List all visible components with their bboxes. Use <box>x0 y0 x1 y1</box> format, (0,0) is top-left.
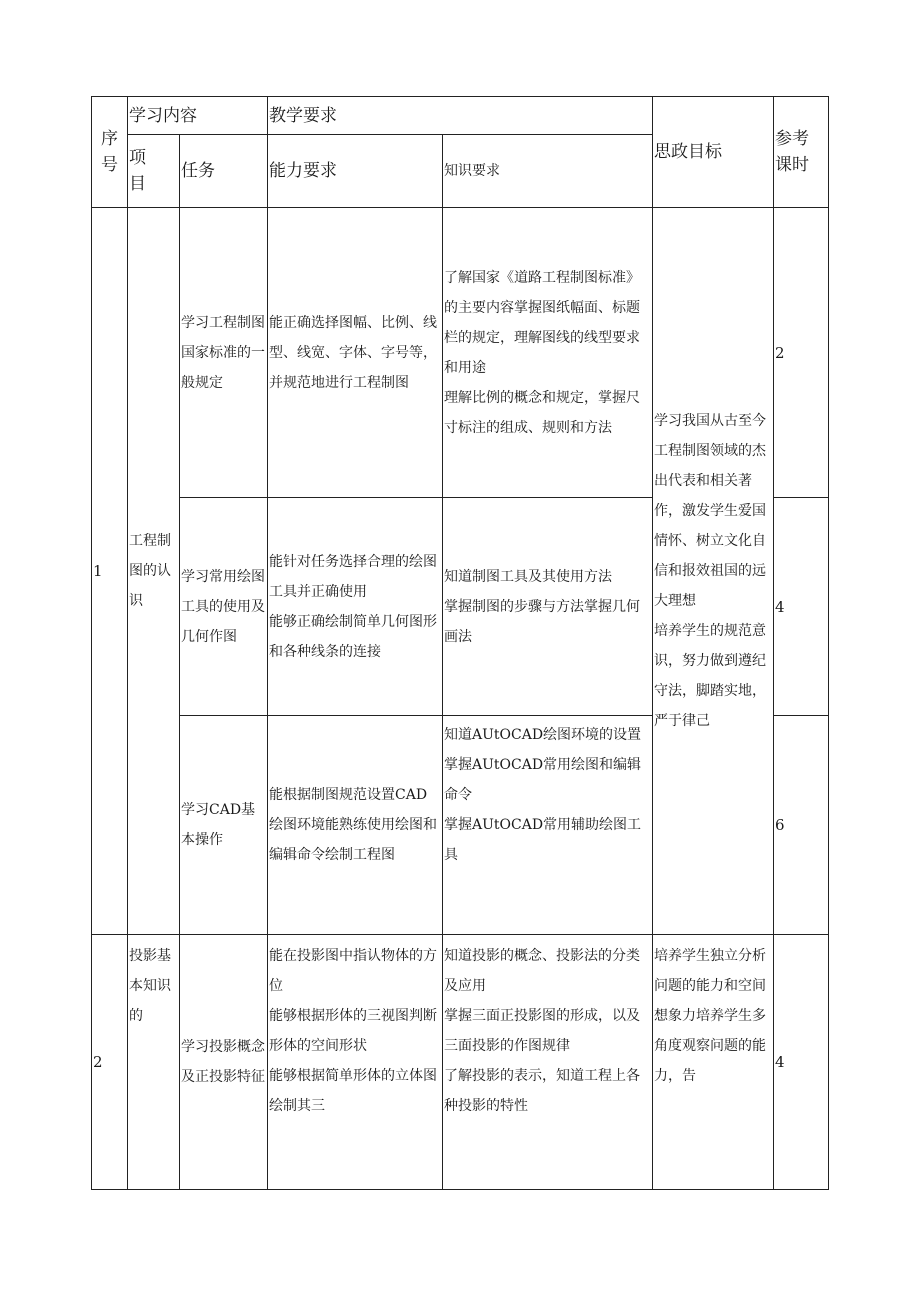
row-project-cell <box>128 935 180 1190</box>
row-seq-cell <box>92 935 128 1190</box>
knowledge-cell <box>443 716 653 935</box>
row-seq-cell <box>92 208 128 935</box>
ability-cell <box>268 208 443 498</box>
header-ability <box>268 135 443 208</box>
header-learning-content-label: 学习内容 <box>129 105 197 126</box>
ability-text: 能正确选择图幅、比例、线型、线宽、字体、字号等，并规范地进行工程制图 <box>269 314 437 391</box>
hours-value: 6 <box>775 816 785 834</box>
header-ideological-label: 思政目标 <box>654 142 722 162</box>
header-knowledge-label: 知识要求 <box>444 163 500 179</box>
header-row-1 <box>92 97 829 135</box>
header-hours <box>774 97 829 208</box>
hours-value: 2 <box>775 343 785 362</box>
ideological-text: 学习我国从古至今工程制图领域的杰出代表和相关著作，激发学生爱国情怀、树立文化自信和报效祖国的远大理想 培养学生的规范意识，努力做到遵纪守法，脚踏实地，严于律己 <box>654 413 766 729</box>
task-cell <box>180 935 268 1190</box>
hours-cell <box>774 208 829 498</box>
hours-cell <box>774 716 829 935</box>
task-text: 学习CAD基本操作 <box>181 802 256 848</box>
ability-cell <box>268 716 443 935</box>
task-text: 学习投影概念及正投影特征 <box>181 1039 265 1085</box>
ideological-cell <box>653 935 774 1190</box>
header-knowledge <box>443 135 653 208</box>
hours-value: 4 <box>775 1053 785 1071</box>
knowledge-cell <box>443 935 653 1190</box>
curriculum-table <box>91 96 829 1190</box>
header-teaching-req <box>268 97 653 135</box>
ability-text: 能根据制图规范设置CAD绘图环境能熟练使用绘图和编辑命令绘制工程图 <box>269 787 437 863</box>
knowledge-cell <box>443 498 653 716</box>
row-seq: 1 <box>93 562 103 580</box>
header-seq-label: 序号 <box>101 129 118 175</box>
knowledge-text: 知道制图工具及其使用方法 掌握制图的步骤与方法掌握几何画法 <box>444 568 640 645</box>
ability-text: 能针对任务选择合理的绘图工具并正确使用 能够正确绘制简单几何图形和各种线条的连接 <box>269 553 437 660</box>
task-cell <box>180 716 268 935</box>
header-hours-label: 参考课时 <box>775 129 809 175</box>
row-project: 工程制图的认识 <box>129 533 171 609</box>
row-seq: 2 <box>93 1053 103 1071</box>
header-teaching-req-label: 教学要求 <box>269 105 337 126</box>
ability-text: 能在投影图中指认物体的方位 能够根据形体的三视图判断形体的空间形状 能够根据简单形体的立体图绘制其三 <box>269 948 437 1114</box>
knowledge-cell <box>443 208 653 498</box>
table-row <box>92 935 829 1190</box>
table-row <box>92 208 829 498</box>
knowledge-text: 了解国家《道路工程制图标准》的主要内容掌握图纸幅面、标题栏的规定，理解图线的线型要求和用途 理解比例的概念和规定，掌握尺寸标注的组成、规则和方法 <box>444 269 640 436</box>
task-text: 学习工程制图国家标准的一般规定 <box>181 314 265 391</box>
header-learning-content <box>128 97 268 135</box>
task-text: 学习常用绘图工具的使用及几何作图 <box>181 568 265 645</box>
hours-cell <box>774 498 829 716</box>
knowledge-text: 知道投影的概念、投影法的分类及应用 掌握三面正投影图的形成，以及三面投影的作图规律 了解投影的表示，知道工程上各种投影的特性 <box>444 948 640 1114</box>
task-cell <box>180 498 268 716</box>
hours-cell <box>774 935 829 1190</box>
ideological-text: 培养学生独立分析问题的能力和空间想象力培养学生多角度观察问题的能力，告 <box>654 948 766 1084</box>
ideological-cell <box>653 208 774 935</box>
row-project-cell <box>128 208 180 935</box>
task-cell <box>180 208 268 498</box>
knowledge-clip <box>444 716 651 934</box>
knowledge-text: 知道AUtOCAD绘图环境的设置 掌握AUtOCAD常用绘图和编辑命令 掌握AUtOCAD常用辅助绘图工具 <box>444 727 642 863</box>
header-ability-label: 能力要求 <box>269 161 337 181</box>
row-project: 投影基本知识的 <box>129 948 171 1024</box>
header-project <box>128 135 180 208</box>
header-ideological <box>653 97 774 208</box>
ability-cell <box>268 935 443 1190</box>
header-task-label: 任务 <box>181 161 215 181</box>
header-project-label: 项目 <box>129 148 146 194</box>
header-seq <box>92 97 128 208</box>
hours-value: 4 <box>775 597 785 616</box>
ability-cell <box>268 498 443 716</box>
header-task <box>180 135 268 208</box>
